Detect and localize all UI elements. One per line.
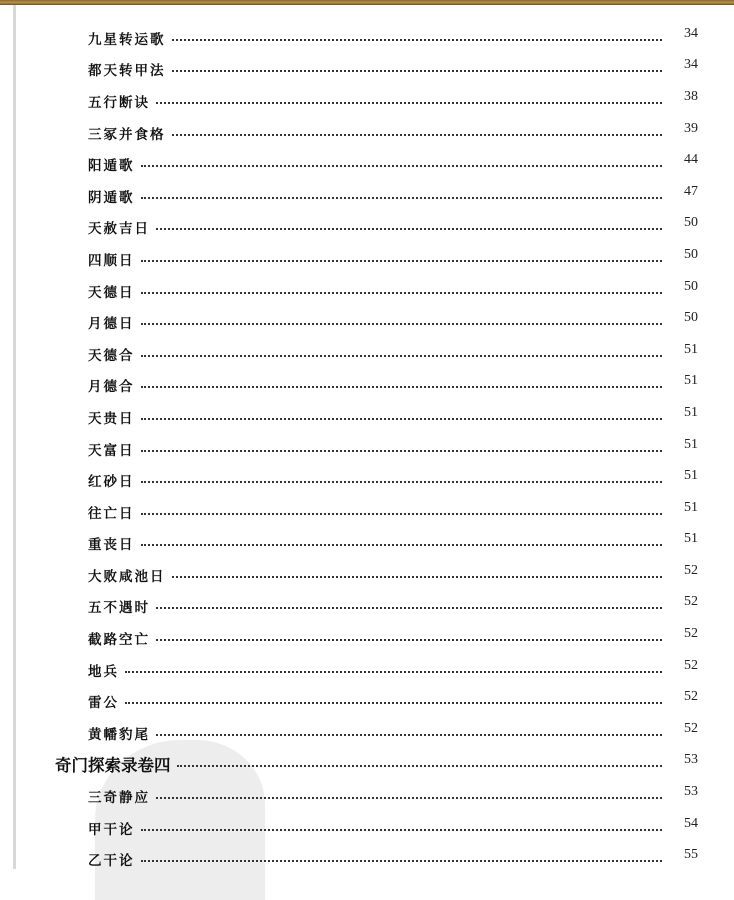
toc-page-number: 51 (684, 499, 698, 515)
table-of-contents (0, 22, 734, 875)
leader-dots (141, 829, 663, 831)
toc-entry[interactable] (0, 306, 734, 338)
leader-dots (172, 134, 663, 136)
leader-dots (141, 323, 663, 325)
toc-page-number: 54 (684, 815, 698, 831)
leader-dots (141, 386, 663, 388)
toc-entry-title: 四顺日 (88, 252, 135, 269)
toc-page-number: 52 (684, 594, 698, 610)
toc-page-number: 51 (684, 404, 698, 420)
toc-page-number: 50 (684, 215, 698, 231)
toc-entry-title: 甲干论 (88, 821, 135, 838)
toc-page-number: 50 (684, 310, 698, 326)
toc-entry-title: 雷公 (88, 695, 119, 712)
toc-entry[interactable] (0, 528, 734, 560)
toc-entry[interactable] (0, 591, 734, 623)
leader-dots (141, 292, 663, 294)
toc-page-number: 51 (684, 341, 698, 357)
toc-entry-title: 截路空亡 (88, 632, 150, 649)
toc-entry[interactable] (0, 654, 734, 686)
leader-dots (141, 513, 663, 515)
toc-entry-title: 三奇静应 (88, 790, 150, 807)
toc-entry-title: 天德合 (88, 347, 135, 364)
leader-dots (172, 70, 663, 72)
leader-dots (141, 544, 663, 546)
toc-entry[interactable] (0, 180, 734, 212)
toc-page-number: 38 (684, 88, 698, 104)
toc-entry[interactable] (0, 401, 734, 433)
toc-entry[interactable] (0, 843, 734, 875)
toc-page-number: 55 (684, 847, 698, 863)
toc-page-number: 52 (684, 562, 698, 578)
leader-dots (141, 418, 663, 420)
toc-entry-title: 月德合 (88, 379, 135, 396)
toc-entry[interactable] (0, 85, 734, 117)
leader-dots (156, 639, 662, 641)
leader-dots (141, 355, 663, 357)
leader-dots (156, 102, 662, 104)
toc-entry[interactable] (0, 370, 734, 402)
toc-page-number: 34 (684, 57, 698, 73)
toc-page-number: 51 (684, 373, 698, 389)
toc-entry-title: 乙干论 (88, 853, 135, 870)
toc-entry-title: 阳遁歌 (88, 158, 135, 175)
toc-page-number: 52 (684, 689, 698, 705)
toc-entry-title: 天德日 (88, 284, 135, 301)
toc-entry[interactable] (0, 243, 734, 275)
leader-dots (125, 671, 662, 673)
toc-entry-title: 黄幡豹尾 (88, 726, 150, 743)
toc-page-number: 53 (684, 784, 698, 800)
toc-entry[interactable] (0, 622, 734, 654)
toc-entry-title: 五不遇时 (88, 600, 150, 617)
toc-page-number: 51 (684, 436, 698, 452)
toc-entry-title: 重丧日 (88, 537, 135, 554)
toc-entry-title: 月德日 (88, 316, 135, 333)
leader-dots (141, 450, 663, 452)
leader-dots (156, 607, 662, 609)
toc-entry-title: 往亡日 (88, 505, 135, 522)
toc-entry-title: 五行断诀 (88, 94, 150, 111)
toc-entry-title: 都天转甲法 (88, 63, 166, 80)
leader-dots (141, 481, 663, 483)
leader-dots (141, 165, 663, 167)
leader-dots (156, 228, 662, 230)
toc-entry-title: 阴遁歌 (88, 189, 135, 206)
leader-dots (172, 576, 663, 578)
toc-page-number: 51 (684, 531, 698, 547)
toc-page-number: 52 (684, 657, 698, 673)
toc-entry[interactable] (0, 54, 734, 86)
toc-entry-title: 奇门探索录卷四 (55, 756, 171, 776)
toc-page-number: 47 (684, 183, 698, 199)
toc-entry-title: 地兵 (88, 663, 119, 680)
toc-page-number: 44 (684, 152, 698, 168)
toc-entry[interactable] (0, 275, 734, 307)
leader-dots (141, 260, 663, 262)
toc-entry-title: 三冢并食格 (88, 126, 166, 143)
toc-page-number: 39 (684, 120, 698, 136)
toc-entry-title: 九星转运歌 (88, 31, 166, 48)
toc-page-number: 52 (684, 720, 698, 736)
toc-entry[interactable] (0, 464, 734, 496)
toc-entry[interactable] (0, 212, 734, 244)
toc-page-number: 50 (684, 246, 698, 262)
toc-entry[interactable] (0, 812, 734, 844)
toc-entry[interactable] (0, 780, 734, 812)
toc-entry[interactable] (0, 433, 734, 465)
toc-entry[interactable] (0, 496, 734, 528)
leader-dots (125, 702, 662, 704)
toc-entry-title: 天富日 (88, 442, 135, 459)
leader-dots (177, 765, 663, 767)
toc-entry[interactable] (0, 559, 734, 591)
leader-dots (141, 860, 663, 862)
toc-entry[interactable] (0, 717, 734, 749)
toc-entry[interactable] (0, 117, 734, 149)
toc-entry-title: 大败咸池日 (88, 568, 166, 585)
toc-page-number: 52 (684, 626, 698, 642)
leader-dots (156, 734, 662, 736)
toc-page-number: 34 (684, 25, 698, 41)
toc-page-number: 50 (684, 278, 698, 294)
leader-dots (156, 797, 662, 799)
toc-page-number: 53 (684, 752, 698, 768)
toc-entry[interactable] (0, 148, 734, 180)
toc-entry[interactable] (0, 22, 734, 54)
toc-page-number: 51 (684, 468, 698, 484)
toc-entry[interactable] (0, 338, 734, 370)
leader-dots (172, 39, 663, 41)
toc-entry[interactable] (0, 685, 734, 717)
leader-dots (141, 197, 663, 199)
toc-entry-title: 红砂日 (88, 474, 135, 491)
toc-entry-title: 天赦吉日 (88, 221, 150, 238)
toc-section-heading[interactable] (0, 749, 734, 781)
toc-entry-title: 天贵日 (88, 410, 135, 427)
top-border (0, 0, 734, 5)
